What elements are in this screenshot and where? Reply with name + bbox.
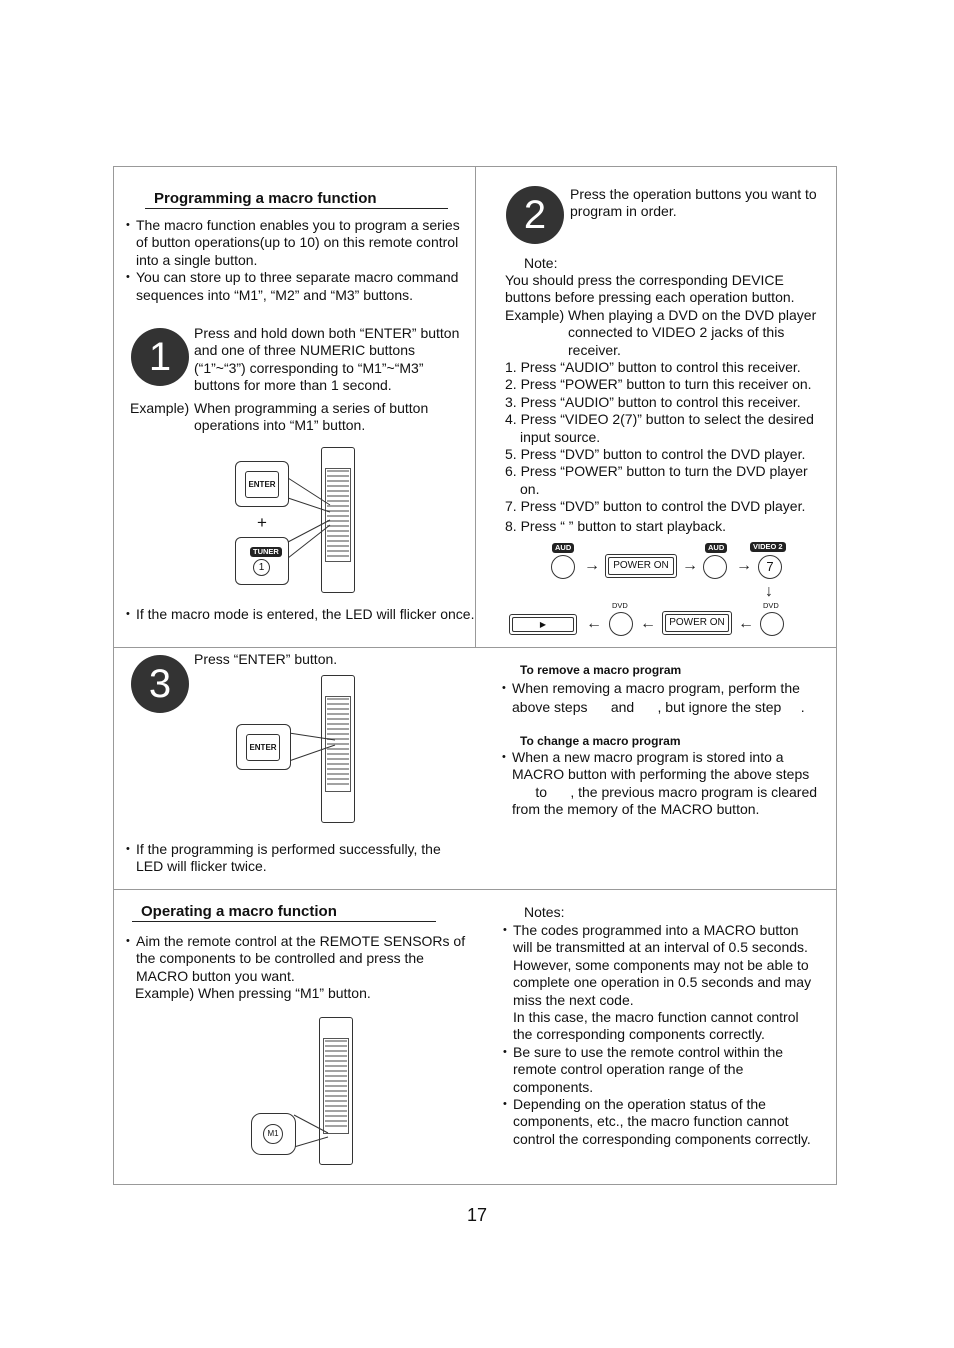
notes-label: Notes: bbox=[524, 904, 565, 920]
enter-key: ENTER bbox=[246, 734, 280, 761]
led-note bbox=[126, 606, 476, 623]
numeric-1-key: 1 bbox=[253, 559, 270, 576]
enter-callout bbox=[235, 461, 289, 507]
change-line-2: MACRO button with performing the above steps bbox=[512, 766, 810, 783]
dvd-label-1: DVD bbox=[612, 601, 628, 610]
audio-button-1 bbox=[551, 555, 575, 579]
remove-heading: To remove a macro program bbox=[520, 663, 682, 677]
change-line-3: to , the previous macro program is cleared bbox=[512, 783, 818, 800]
row-divider-2 bbox=[113, 889, 837, 890]
section-heading-operating: Operating a macro function bbox=[132, 903, 436, 922]
arrow-left-2: ← bbox=[640, 615, 656, 632]
note-item: In this case, the macro function cannot control the corresponding components correctly. bbox=[513, 1009, 799, 1043]
bullet-item: • Aim the remote control at the REMOTE SENSORs of the components to be controlled and press the MACRO button you want. bbox=[126, 933, 466, 985]
arrow-left-3: ← bbox=[738, 615, 754, 632]
bullet-item: • The macro function enables you to program a series of button operations(up to 10) on this remote control into a single button. bbox=[126, 217, 471, 269]
step-1-text: Press and hold down both “ENTER” button and one of three NUMERIC buttons (“1”~“3”) corresponding to “M1”~“M3” buttons for more than 1 second. bbox=[194, 325, 460, 394]
remove-line-2: above steps and , but ignore the step . bbox=[512, 699, 805, 715]
play-icon: ▶ bbox=[539, 620, 547, 629]
bullet-item: • If the macro mode is entered, the LED will flicker once. bbox=[126, 606, 476, 623]
change-text bbox=[502, 749, 832, 819]
power-on-label: POWER ON bbox=[669, 617, 725, 628]
arrow-right-1: → bbox=[584, 557, 600, 574]
dvd-button-1 bbox=[609, 612, 633, 636]
note-item: • The codes programmed into a MACRO button will be transmitted at an interval of 0.5 seconds. However, some components may not be able to complete one operation in 0.5 seconds and may miss the next code. bbox=[503, 922, 821, 1009]
enter-key: ENTER bbox=[245, 471, 279, 498]
tuner-tag: TUNER bbox=[250, 547, 282, 557]
step-3-badge: 3 bbox=[131, 655, 189, 713]
step-2-text: Press the operation buttons you want to program in order. bbox=[570, 186, 817, 220]
list-item: 5. Press “DVD” button to control the DVD player. bbox=[505, 446, 806, 463]
list-item: 8. Press “ ” button to start playback. bbox=[505, 517, 726, 534]
list-item: 4. Press “VIDEO 2(7)” button to select the desired input source. bbox=[505, 411, 814, 445]
success-note bbox=[126, 841, 466, 876]
pointer-lines bbox=[290, 1105, 340, 1155]
dvd-button-2 bbox=[760, 612, 784, 636]
change-line-1: • When a new macro program is stored into a bbox=[502, 749, 832, 766]
bullet-item: • You can store up to three separate macro command sequences into “M1”, “M2” and “M3” buttons. bbox=[126, 269, 471, 304]
section-heading-programming: Programming a macro function bbox=[145, 190, 448, 209]
example-label-2: Example) bbox=[505, 307, 565, 323]
arrow-down: ↓ bbox=[765, 583, 773, 600]
arrow-right-3: → bbox=[736, 557, 752, 574]
example-text: When programming a series of button operations into “M1” button. bbox=[194, 400, 429, 434]
aud-tag-1: AUD bbox=[552, 543, 574, 553]
power-on-button-1 bbox=[605, 554, 677, 578]
arrow-left-1: ← bbox=[586, 615, 602, 632]
operate-example: Example) When pressing “M1” button. bbox=[135, 985, 371, 1002]
pointer-lines bbox=[285, 725, 345, 775]
note-item: • Be sure to use the remote control within the remote control operation range of the components. bbox=[503, 1044, 821, 1096]
list-item: 1. Press “AUDIO” button to control this receiver. bbox=[505, 359, 801, 375]
play-button bbox=[509, 614, 577, 635]
remove-line-1: • When removing a macro program, perform the bbox=[502, 679, 832, 698]
pointer-lines bbox=[280, 470, 340, 560]
m1-button: M1 bbox=[263, 1124, 283, 1144]
step-list bbox=[505, 359, 830, 535]
example-label: Example) bbox=[130, 400, 190, 416]
change-heading: To change a macro program bbox=[520, 734, 681, 748]
plus-sign: + bbox=[257, 513, 267, 532]
note-label: Note: bbox=[524, 255, 558, 271]
m1-callout bbox=[251, 1113, 296, 1155]
note-text: You should press the corresponding DEVICE buttons before pressing each operation button. bbox=[505, 272, 795, 306]
page-number: 17 bbox=[466, 1205, 488, 1225]
list-item: 3. Press “AUDIO” button to control this receiver. bbox=[505, 393, 801, 410]
remove-text bbox=[502, 679, 832, 717]
example-text-2: When playing a DVD on the DVD player connected to VIDEO 2 jacks of this receiver. bbox=[568, 307, 817, 358]
note-item: • Depending on the operation status of the components, etc., the macro function cannot control the corresponding components correctly. bbox=[503, 1096, 821, 1148]
column-divider-top bbox=[475, 166, 476, 648]
notes-list bbox=[503, 922, 821, 1148]
video2-7-button: 7 bbox=[758, 555, 782, 579]
power-on-label: POWER ON bbox=[613, 560, 669, 571]
operate-bullet bbox=[126, 933, 466, 1003]
intro-bullets bbox=[126, 217, 471, 304]
video2-tag: VIDEO 2 bbox=[750, 542, 786, 552]
audio-button-2 bbox=[703, 555, 727, 579]
change-line-4: from the memory of the MACRO button. bbox=[512, 801, 760, 818]
row-divider-1 bbox=[113, 647, 837, 648]
bullet-item: • If the programming is performed successfully, the LED will flicker twice. bbox=[126, 841, 466, 876]
aud-tag-2: AUD bbox=[705, 543, 727, 553]
power-on-button-2 bbox=[662, 611, 732, 635]
arrow-right-2: → bbox=[682, 557, 698, 574]
step-3-text: Press “ENTER” button. bbox=[194, 651, 338, 667]
list-item: 2. Press “POWER” button to turn this receiver on. bbox=[505, 376, 812, 393]
step-1-badge: 1 bbox=[131, 328, 189, 386]
enter-callout bbox=[236, 724, 291, 770]
step-2-badge: 2 bbox=[506, 186, 564, 244]
list-item: 6. Press “POWER” button to turn the DVD player on. bbox=[505, 463, 808, 497]
list-item: 7. Press “DVD” button to control the DVD player. bbox=[505, 498, 806, 515]
dvd-label-2: DVD bbox=[763, 601, 779, 610]
tuner-callout bbox=[235, 537, 289, 585]
